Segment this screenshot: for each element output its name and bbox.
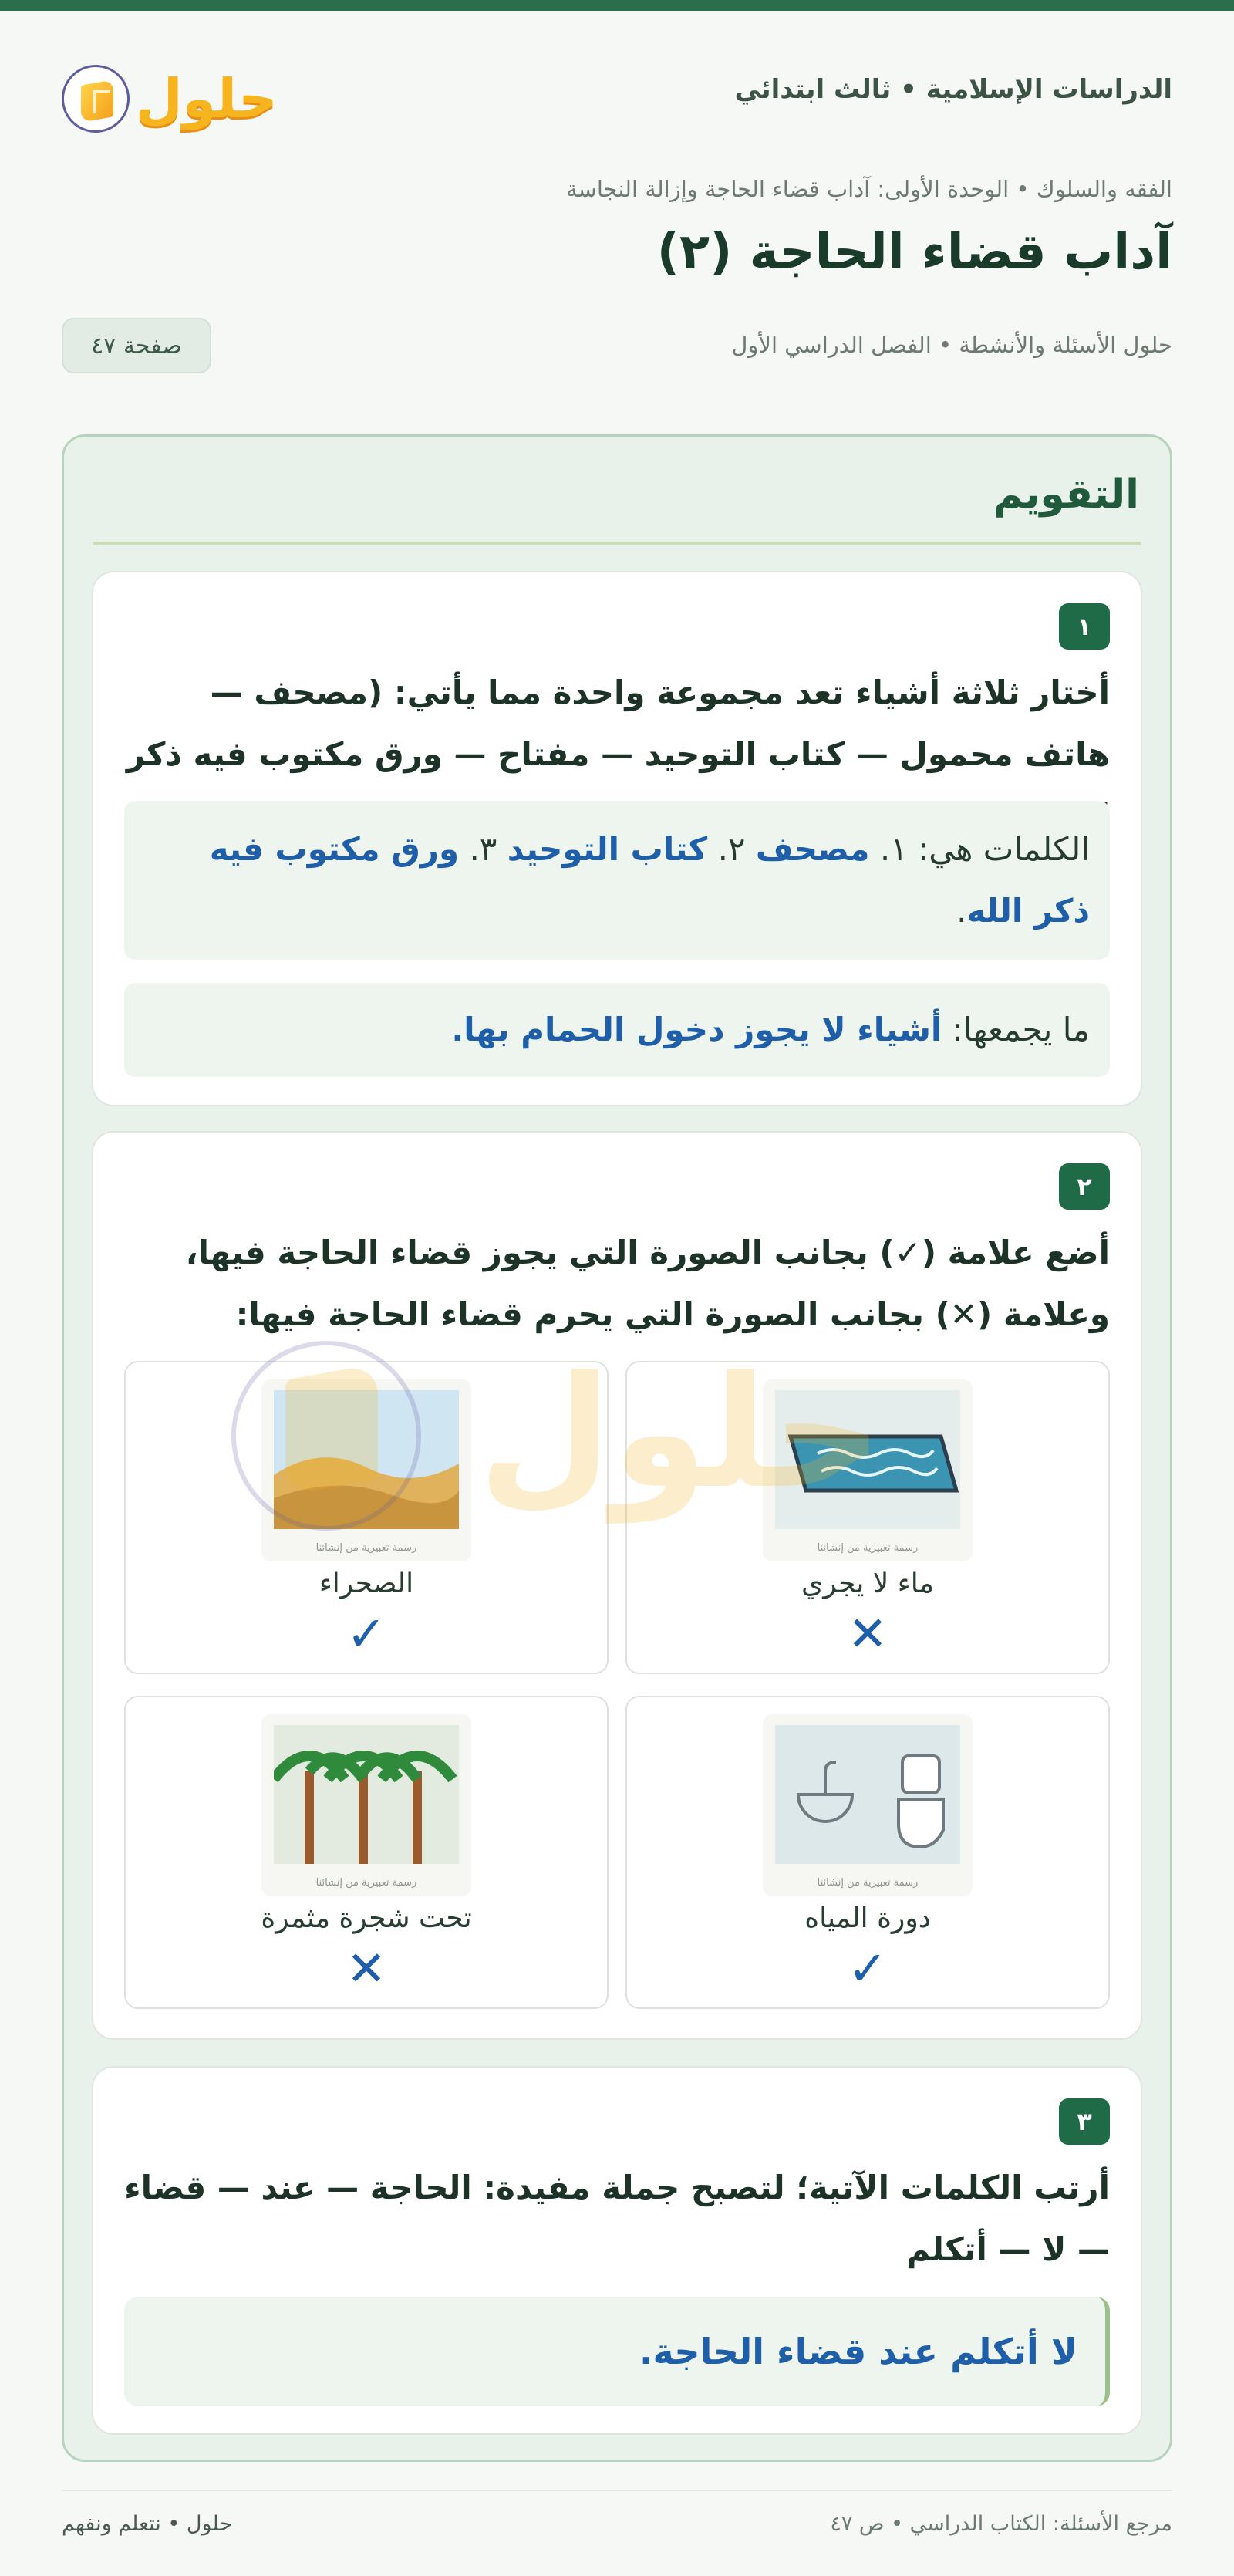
palm-trees-icon [274,1725,459,1864]
question-card-1 [92,571,1142,1106]
section-divider [93,542,1141,545]
image-option-card[interactable] [124,1696,609,2009]
answer-box-items [124,801,1110,960]
restroom-icon [775,1725,960,1864]
image-thumbnail [763,1379,973,1561]
answer-prefix: ما يجمعها: [942,1011,1090,1048]
meta-info: حلول الأسئلة والأنشطة • الفصل الدراسي الأول [731,332,1172,358]
subject-label: الدراسات الإسلامية • ثالث ابتدائي [734,74,1172,105]
answer-box-common [124,983,1110,1077]
section-title: التقويم [993,471,1139,518]
question-text: أضع علامة (✓) بجانب الصورة التي يجوز قضاء الحاجة فيها، وعلامة (✕) بجانب الصورة التي يحرم قضاء الحاجة فيها: [185,1234,1110,1333]
footer-reference: مرجع الأسئلة: الكتاب الدراسي • ص ٤٧ [830,2512,1172,2536]
image-label: ماء لا يجري [801,1568,934,1599]
image-label: الصحراء [319,1568,414,1599]
footer-divider [62,2490,1172,2491]
answer-separator: ٣. [459,830,507,868]
question-number-badge: ٢ [1059,1163,1110,1210]
question-text: أختار ثلاثة أشياء تعد مجموعة واحدة مما يأتي: (مصحف — هاتف محمول — كتاب التوحيد — مفتاح — ورق مكتوب فيه ذكر [126,674,1110,773]
image-option-card[interactable] [625,1696,1110,2009]
still-water-icon [775,1390,960,1529]
image-label: دورة المياه [804,1902,931,1934]
answer-mark: ✓ [848,1940,888,1997]
top-accent-bar [0,0,1234,11]
answer-box: لا أتكلم عند قضاء الحاجة. [124,2297,1110,2406]
logo-book-icon [62,65,130,133]
answer-value: أشياء لا يجوز دخول الحمام بها. [451,1011,942,1048]
image-label: تحت شجرة مثمرة [261,1902,472,1934]
page-title: آداب قضاء الحاجة (٢) [656,224,1172,281]
question-number-badge: ١ [1059,603,1110,650]
image-thumbnail [261,1714,471,1896]
image-caption: رسمة تعبيرية من إنشائنا [817,1877,919,1889]
site-logo[interactable] [62,65,278,133]
question-card-3 [92,2066,1142,2435]
answer-item: ورق مكتوب فيه ذكر الله [209,830,1090,930]
image-caption: رسمة تعبيرية من إنشائنا [315,1877,417,1889]
answer-end: . [956,892,967,930]
footer-brand: حلول • نتعلم ونفهم [62,2512,233,2536]
question-text: أرتب الكلمات الآتية؛ لتصبح جملة مفيدة: الحاجة — عند — قضاء — لا — أتكلم [124,2169,1110,2268]
watermark-text: حلول [478,1343,883,1523]
logo-text: حلول [136,67,278,130]
answer-mark: ✕ [346,1940,386,1997]
answer-item: كتاب التوحيد [507,830,708,868]
page-number-badge: صفحة ٤٧ [62,318,211,373]
image-option-card[interactable] [124,1361,609,1674]
image-caption: رسمة تعبيرية من إنشائنا [817,1542,919,1554]
answer-prefix: الكلمات هي: ١. [869,830,1090,868]
question-card-2 [92,1131,1142,2040]
question-number-badge: ٣ [1059,2098,1110,2145]
answer-item: مصحف [755,830,870,868]
image-thumbnail [261,1379,471,1561]
image-thumbnail [763,1714,973,1896]
meta-row [62,318,1172,373]
evaluation-section [62,434,1172,2462]
image-caption: رسمة تعبيرية من إنشائنا [315,1542,417,1554]
page-header [62,46,1172,154]
answer-separator: ٢. [707,830,756,868]
answer-mark: ✓ [346,1605,386,1662]
answer-mark: ✕ [848,1605,888,1662]
desert-icon [274,1390,459,1529]
image-option-card[interactable] [625,1361,1110,1674]
breadcrumb: الفقه والسلوك • الوحدة الأولى: آداب قضاء الحاجة وإزالة النجاسة [566,176,1172,202]
